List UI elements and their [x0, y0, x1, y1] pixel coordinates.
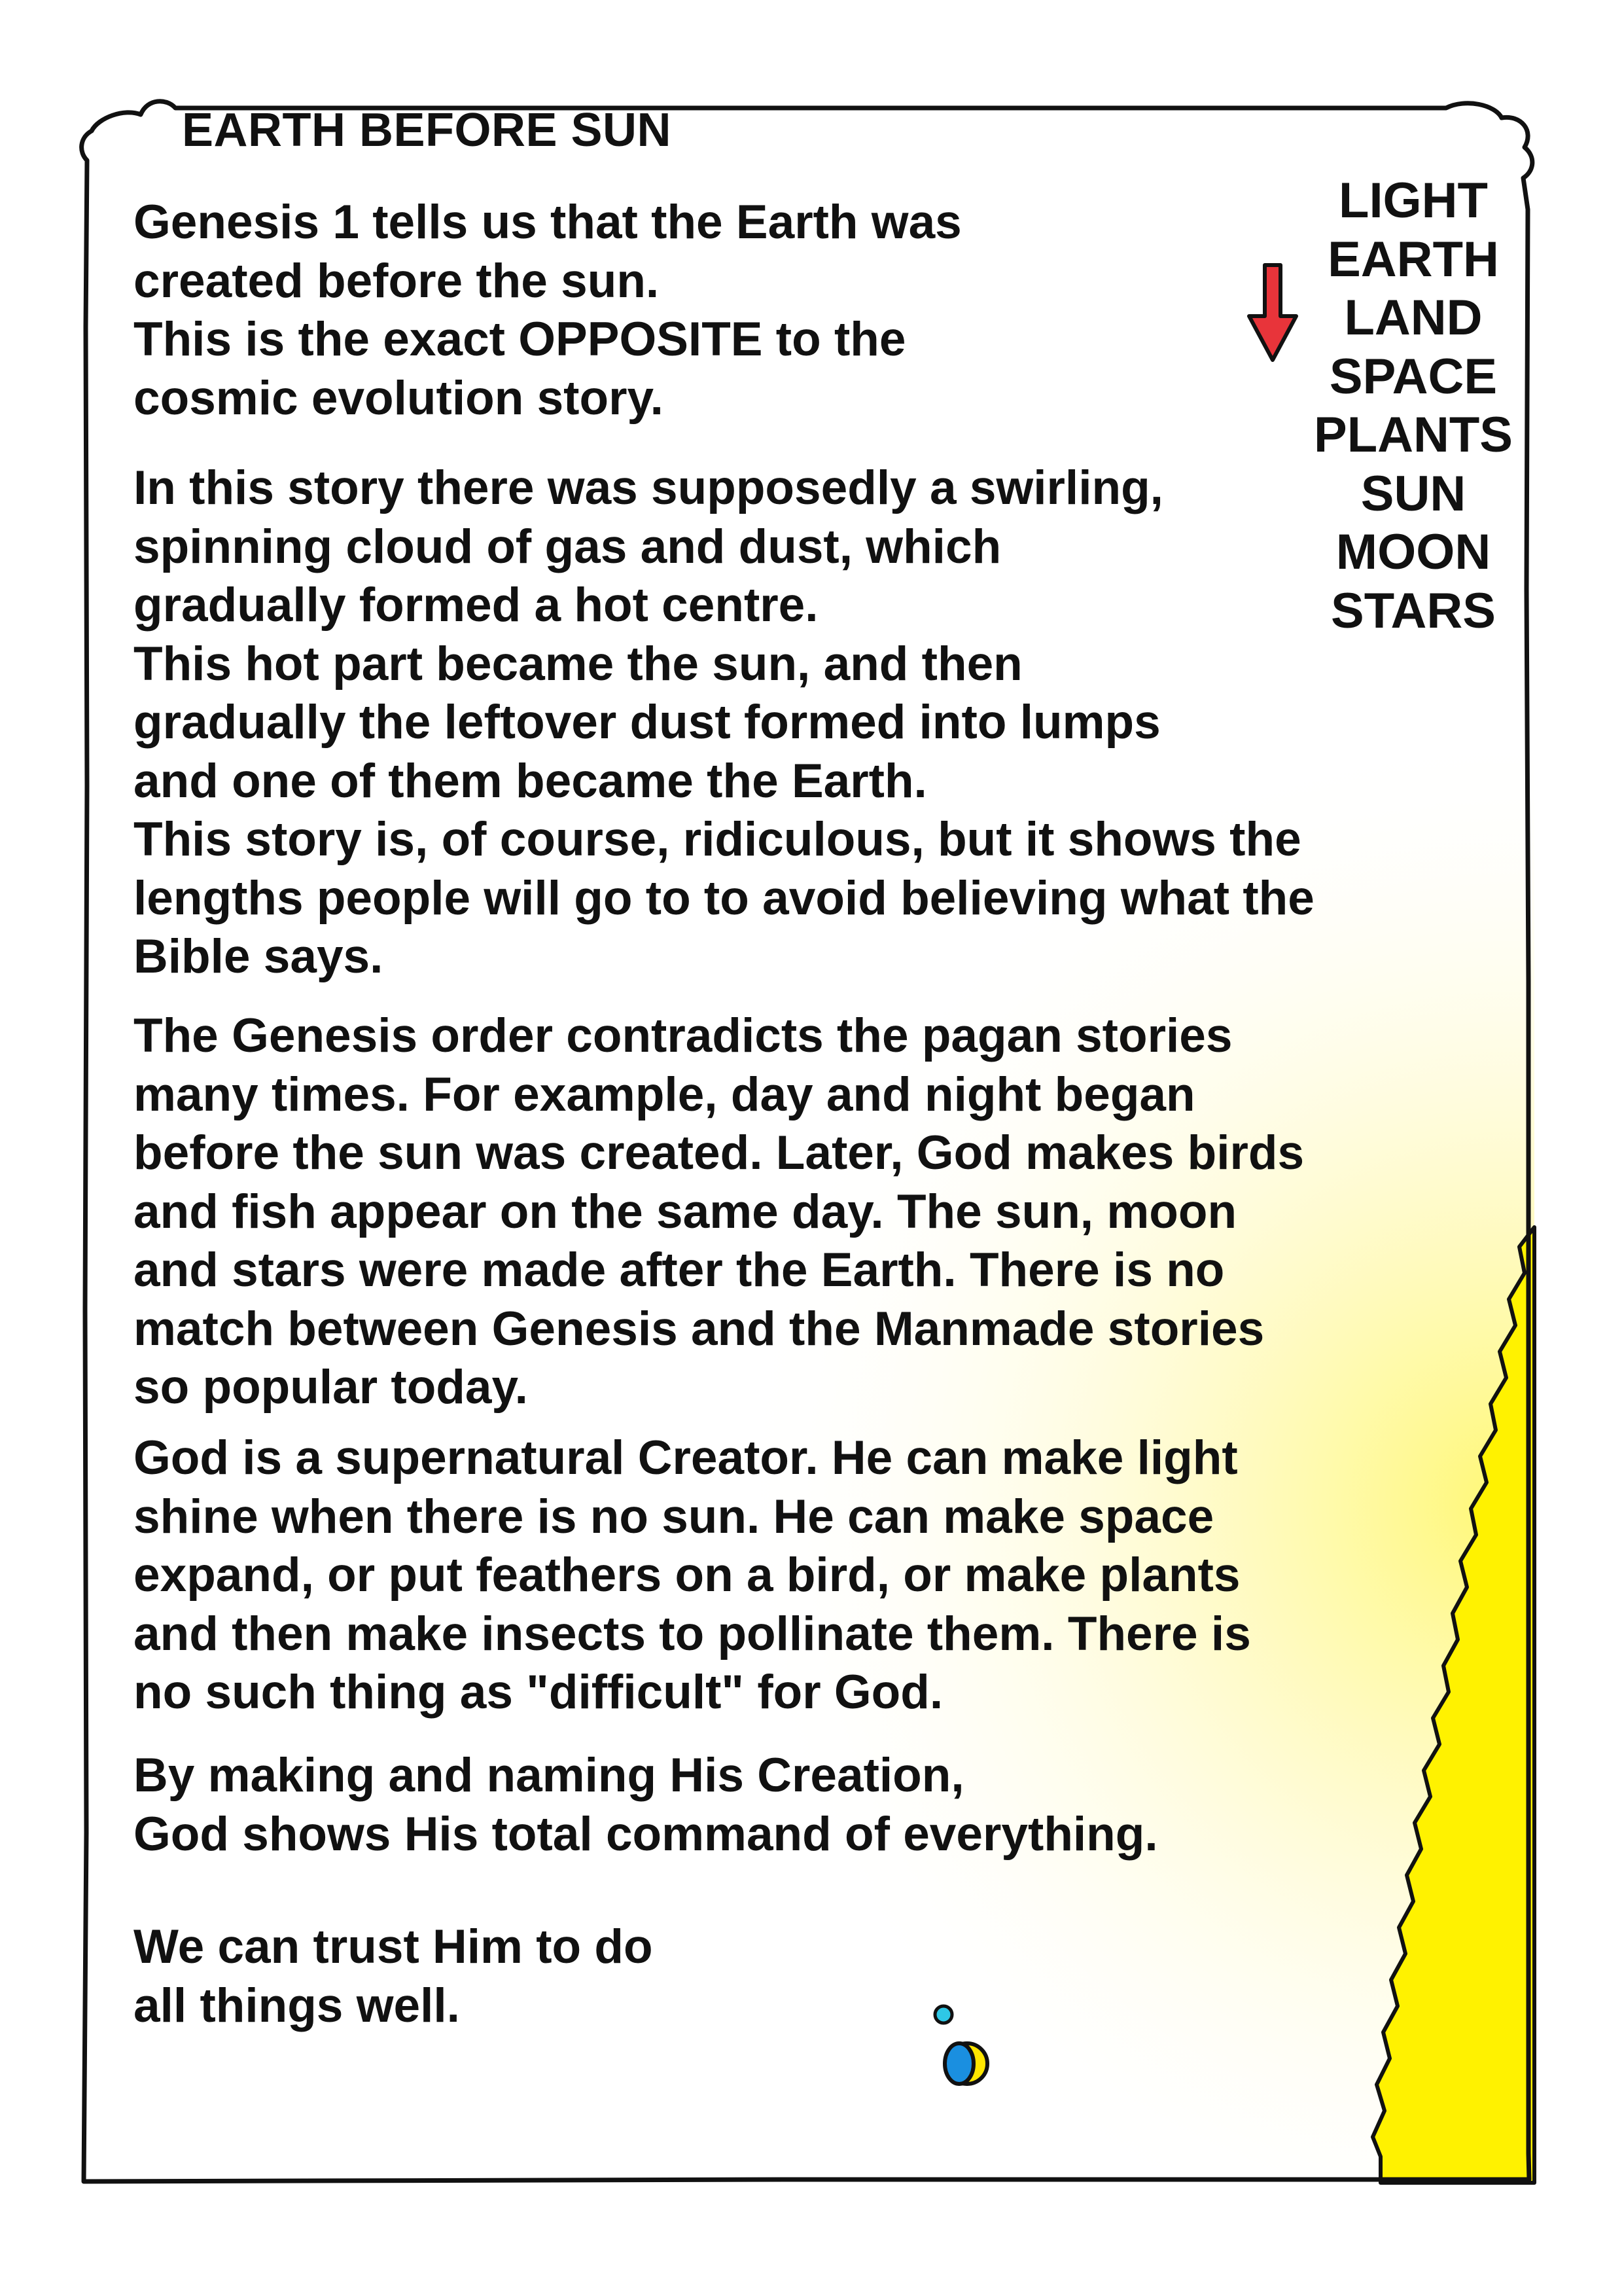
- paragraph-earth-created-first: [133, 193, 962, 427]
- text-line: In this story there was supposedly a swirling,: [133, 461, 1163, 514]
- text-line: Genesis 1 tells us that the Earth was: [133, 196, 962, 249]
- order-item-space: SPACE: [1329, 348, 1498, 404]
- paragraph-supernatural-creator: [133, 1429, 1251, 1722]
- text-line: God is a supernatural Creator. He can make light: [133, 1431, 1238, 1484]
- page-title: EARTH BEFORE SUN: [182, 104, 672, 156]
- text-line: and stars were made after the Earth. There is no: [133, 1244, 1225, 1297]
- paragraph-genesis-order: [133, 1007, 1304, 1417]
- text-line: We can trust Him to do: [133, 1920, 653, 1973]
- text-line: match between Genesis and the Manmade stories: [133, 1302, 1265, 1355]
- order-item-light: LIGHT: [1339, 173, 1488, 228]
- text-line: The Genesis order contradicts the pagan stories: [133, 1009, 1233, 1062]
- text-line: and one of them became the Earth.: [133, 754, 927, 808]
- text-line: no such thing as "difficult" for God.: [133, 1666, 944, 1719]
- text-line: gradually the leftover dust formed into lumps: [133, 696, 1161, 749]
- text-line: Bible says.: [133, 930, 383, 983]
- paragraph-evolution-story: [133, 459, 1315, 986]
- text-line: lengths people will go to to avoid believing what the: [133, 871, 1315, 925]
- text-line: before the sun was created. Later, God makes birds: [133, 1126, 1305, 1179]
- order-item-earth: EARTH: [1328, 231, 1499, 287]
- creation-order-list: [1286, 171, 1541, 640]
- text-line: shine when there is no sun. He can make space: [133, 1490, 1214, 1543]
- text-line: many times. For example, day and night began: [133, 1067, 1195, 1121]
- order-item-sun: SUN: [1360, 465, 1466, 522]
- text-line: This is the exact OPPOSITE to the: [133, 313, 906, 366]
- text-line: cosmic evolution story.: [133, 371, 663, 425]
- text-line: so popular today.: [133, 1361, 528, 1414]
- text-line: and then make insects to pollinate them. There is: [133, 1607, 1251, 1660]
- order-item-land: LAND: [1344, 290, 1483, 346]
- text-line: spinning cloud of gas and dust, which: [133, 520, 1002, 573]
- order-item-moon: MOON: [1335, 524, 1491, 580]
- text-line: expand, or put feathers on a bird, or make plants: [133, 1549, 1241, 1602]
- text-line: God shows His total command of everything.: [133, 1807, 1158, 1861]
- order-item-plants: PLANTS: [1314, 407, 1513, 463]
- text-line: This story is, of course, ridiculous, but it shows the: [133, 813, 1301, 866]
- text-line: This hot part became the sun, and then: [133, 637, 1023, 691]
- text-line: and fish appear on the same day. The sun, moon: [133, 1185, 1237, 1238]
- paragraph-trust-him: [133, 1918, 653, 2035]
- text-line: gradually formed a hot centre.: [133, 579, 819, 632]
- text-line: By making and naming His Creation,: [133, 1749, 964, 1802]
- text-line: all things well.: [133, 1979, 460, 2032]
- paragraph-naming-creation: [133, 1746, 1158, 1863]
- order-item-stars: STARS: [1331, 583, 1496, 639]
- text-line: created before the sun.: [133, 254, 660, 308]
